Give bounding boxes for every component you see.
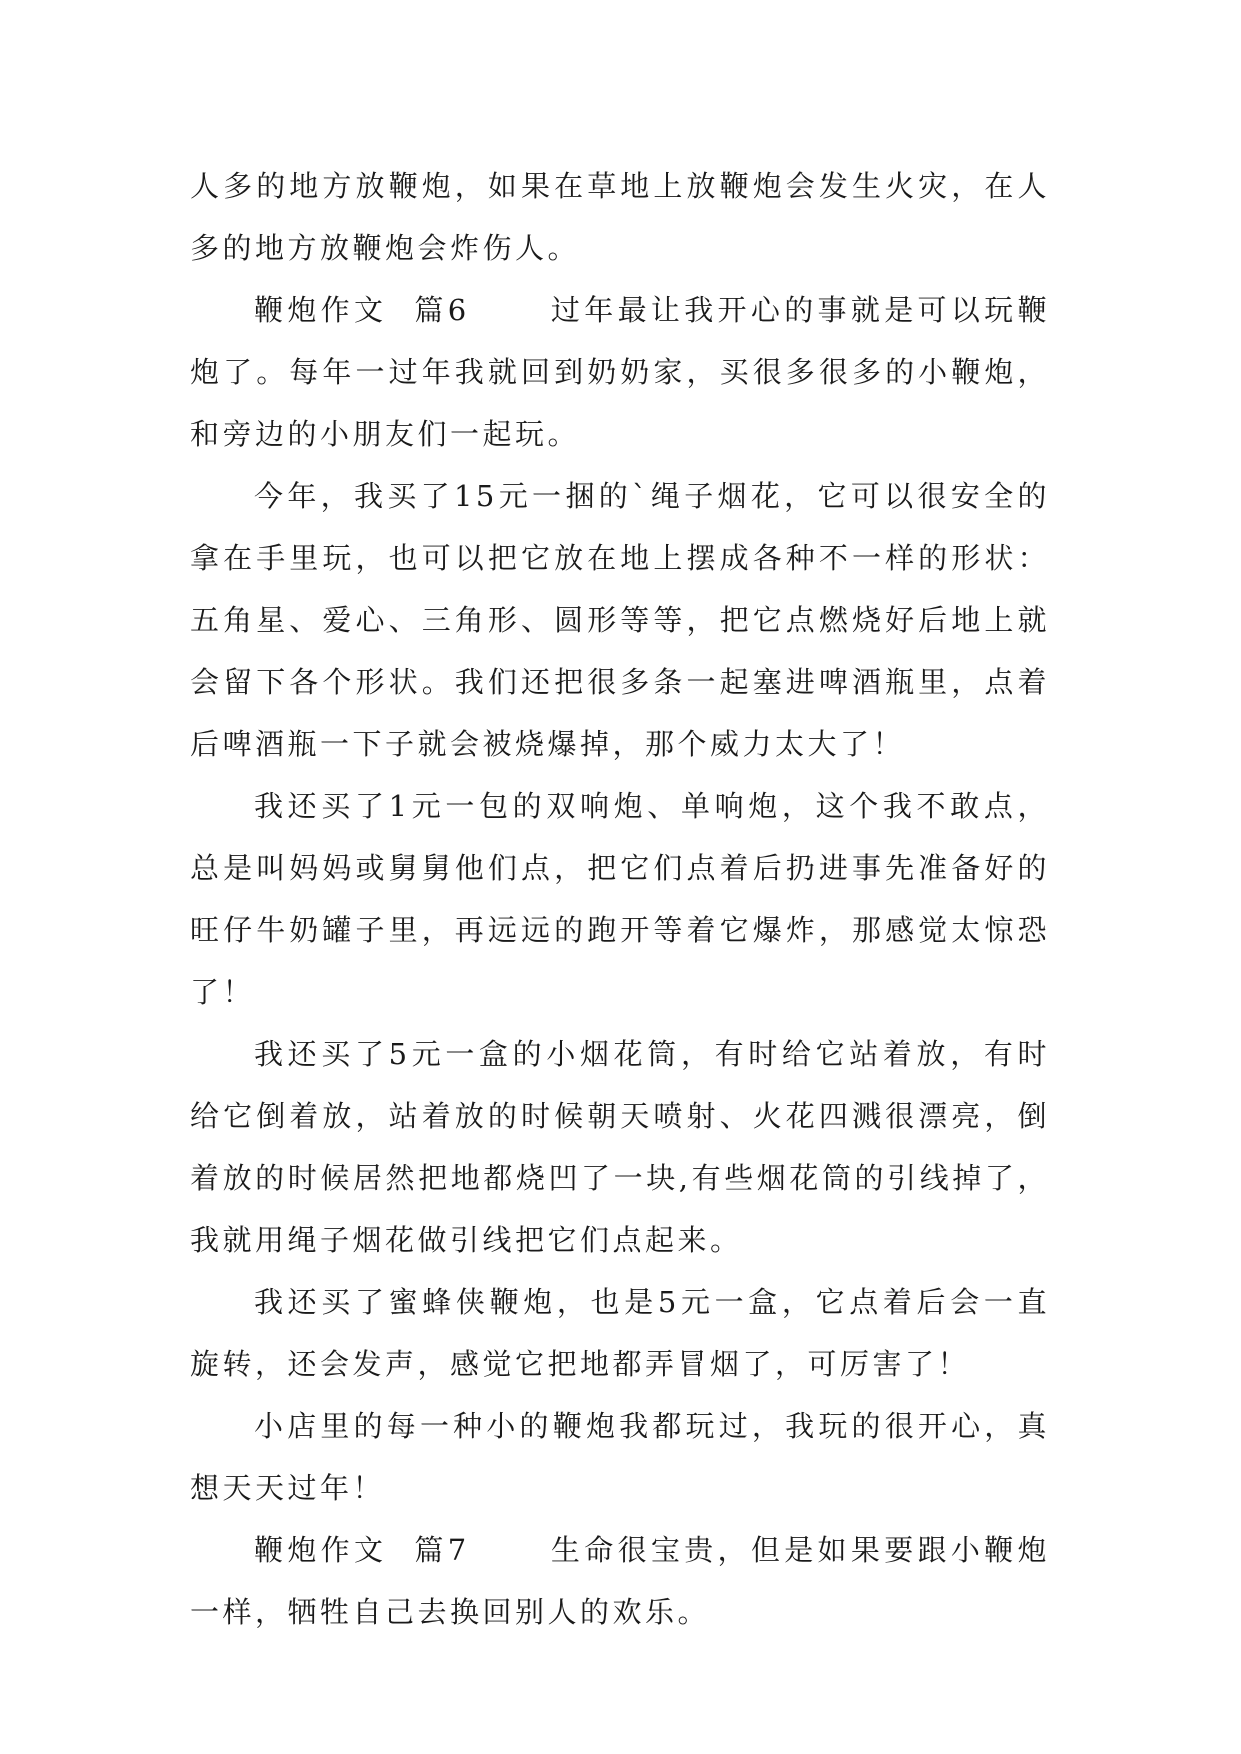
paragraph-3: 今年，我买了15元一捆的`绳子烟花，它可以很安全的拿在手里玩，也可以把它放在地上摆成各种不一样的形状：五角星、爱心、三角形、圆形等等，把它点燃烧好后地上就会留下各个形状。我们还把很多条一起塞进啤酒瓶里，点着后啤酒瓶一下子就会被烧爆掉，那个威力太大了！	[190, 479, 1050, 761]
paragraph-8-section-7-heading: 鞭炮作文 篇7 生命很宝贵，但是如果要跟小鞭炮一样，牺牲自己去换回别人的欢乐。	[190, 1533, 1050, 1629]
paragraph-7: 小店里的每一种小的鞭炮我都玩过，我玩的很开心，真想天天过年！	[190, 1409, 1050, 1505]
paragraph-5: 我还买了5元一盒的小烟花筒，有时给它站着放，有时给它倒着放，站着放的时候朝天喷射、火花四溅很漂亮，倒着放的时候居然把地都烧凹了一块,有些烟花筒的引线掉了，我就用绳子烟花做引线把它们点起来。	[190, 1037, 1050, 1257]
paragraph-4: 我还买了1元一包的双响炮、单响炮，这个我不敢点，总是叫妈妈或舅舅他们点，把它们点着后扔进事先准备好的旺仔牛奶罐子里，再远远的跑开等着它爆炸，那感觉太惊恐了！	[190, 789, 1050, 1009]
paragraph-1: 人多的地方放鞭炮，如果在草地上放鞭炮会发生火灾，在人多的地方放鞭炮会炸伤人。	[190, 169, 1050, 265]
article-body	[190, 155, 1050, 1643]
paragraph-6: 我还买了蜜蜂侠鞭炮，也是5元一盒，它点着后会一直旋转，还会发声，感觉它把地都弄冒烟了，可厉害了！	[190, 1285, 1050, 1381]
paragraph-2-section-6-heading: 鞭炮作文 篇6 过年最让我开心的事就是可以玩鞭炮了。每年一过年我就回到奶奶家，买很多很多的小鞭炮，和旁边的小朋友们一起玩。	[190, 293, 1050, 451]
